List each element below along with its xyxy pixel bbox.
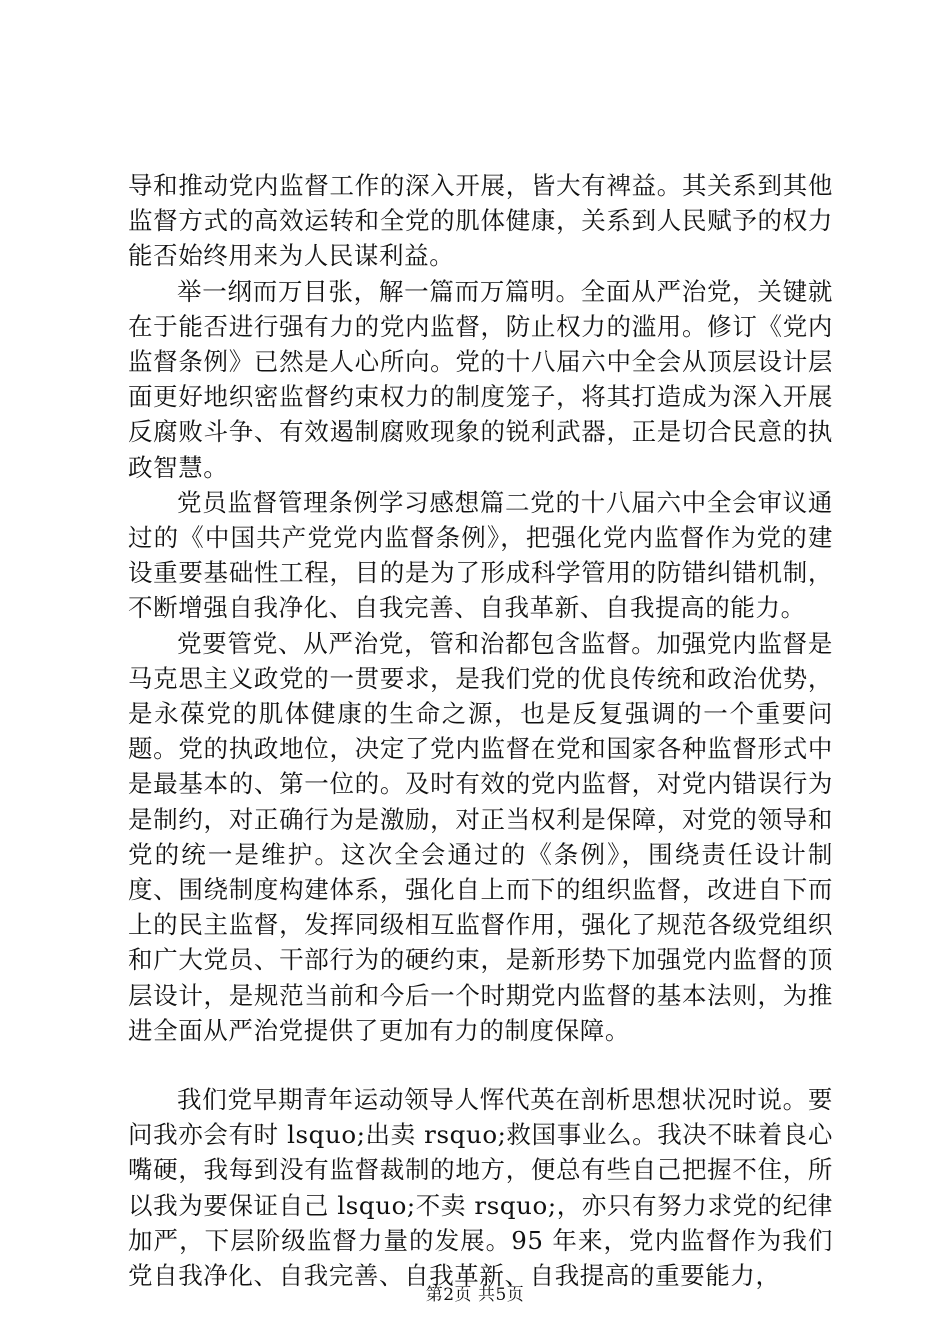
paragraph-3: 党员监督管理条例学习感想篇二党的十八届六中全会审议通过的《中国共产党党内监督条例》，把强化党内监督作为党的建设重要基础性工程，目的是为了形成科学管用的防错纠错机制，不断增强自我净化、自我完善、自我革新、自我提高的能力。: [128, 487, 833, 623]
paragraph-gap: [128, 1048, 833, 1082]
paragraph-4: 党要管党、从严治党，管和治都包含监督。加强党内监督是马克思主义政党的一贯要求，是我们党的优良传统和政治优势，是永葆党的肌体健康的生命之源，也是反复强调的一个重要问题。党的执政地位，决定了党内监督在党和国家各种监督形式中是最基本的、第一位的。及时有效的党内监督，对党内错误行为是制约，对正确行为是激励，对正当权利是保障，对党的领导和党的统一是维护。这次全会通过的《条例》，围绕责任设计制度、围绕制度构建体系，强化自上而下的组织监督，改进自下而上的民主监督，发挥同级相互监督作用，强化了规范各级党组织和广大党员、干部行为的硬约束，是新形势下加强党内监督的顶层设计，是规范当前和今后一个时期党内监督的基本法则，为推进全面从严治党提供了更加有力的制度保障。: [128, 628, 833, 1045]
paragraph-2: 举一纲而万目张，解一篇而万篇明。全面从严治党，关键就在于能否进行强有力的党内监督，防止权力的滥用。修订《党内监督条例》已然是人心所向。党的十八届六中全会从顶层设计层面更好地织密监督约束权力的制度笼子，将其打造成为深入开展反腐败斗争、有效遏制腐败现象的锐利武器，正是切合民意的执政智慧。: [128, 276, 833, 482]
page-footer: 第2页 共5页: [425, 1285, 525, 1305]
paragraph-1: 导和推动党内监督工作的深入开展，皆大有裨益。其关系到其他监督方式的高效运转和全党的肌体健康，关系到人民赋予的权力能否始终用来为人民谋利益。: [128, 171, 833, 271]
body-text: [128, 168, 833, 1293]
paragraph-5: 我们党早期青年运动领导人恽代英在剖析思想状况时说。要问我亦会有时 lsquo;出卖 rsquo;救国事业么。我决不昧着良心嘴硬，我每到没有监督裁制的地方，便总有些自己把握不住，所以我为要保证自己 lsquo;不卖 rsquo;，亦只有努力求党的纪律加严，下层阶级监督力量的发展。95 年来，党内监督作为我们党自我净化、自我完善、自我革新、自我提高的重要能力，: [128, 1085, 833, 1291]
